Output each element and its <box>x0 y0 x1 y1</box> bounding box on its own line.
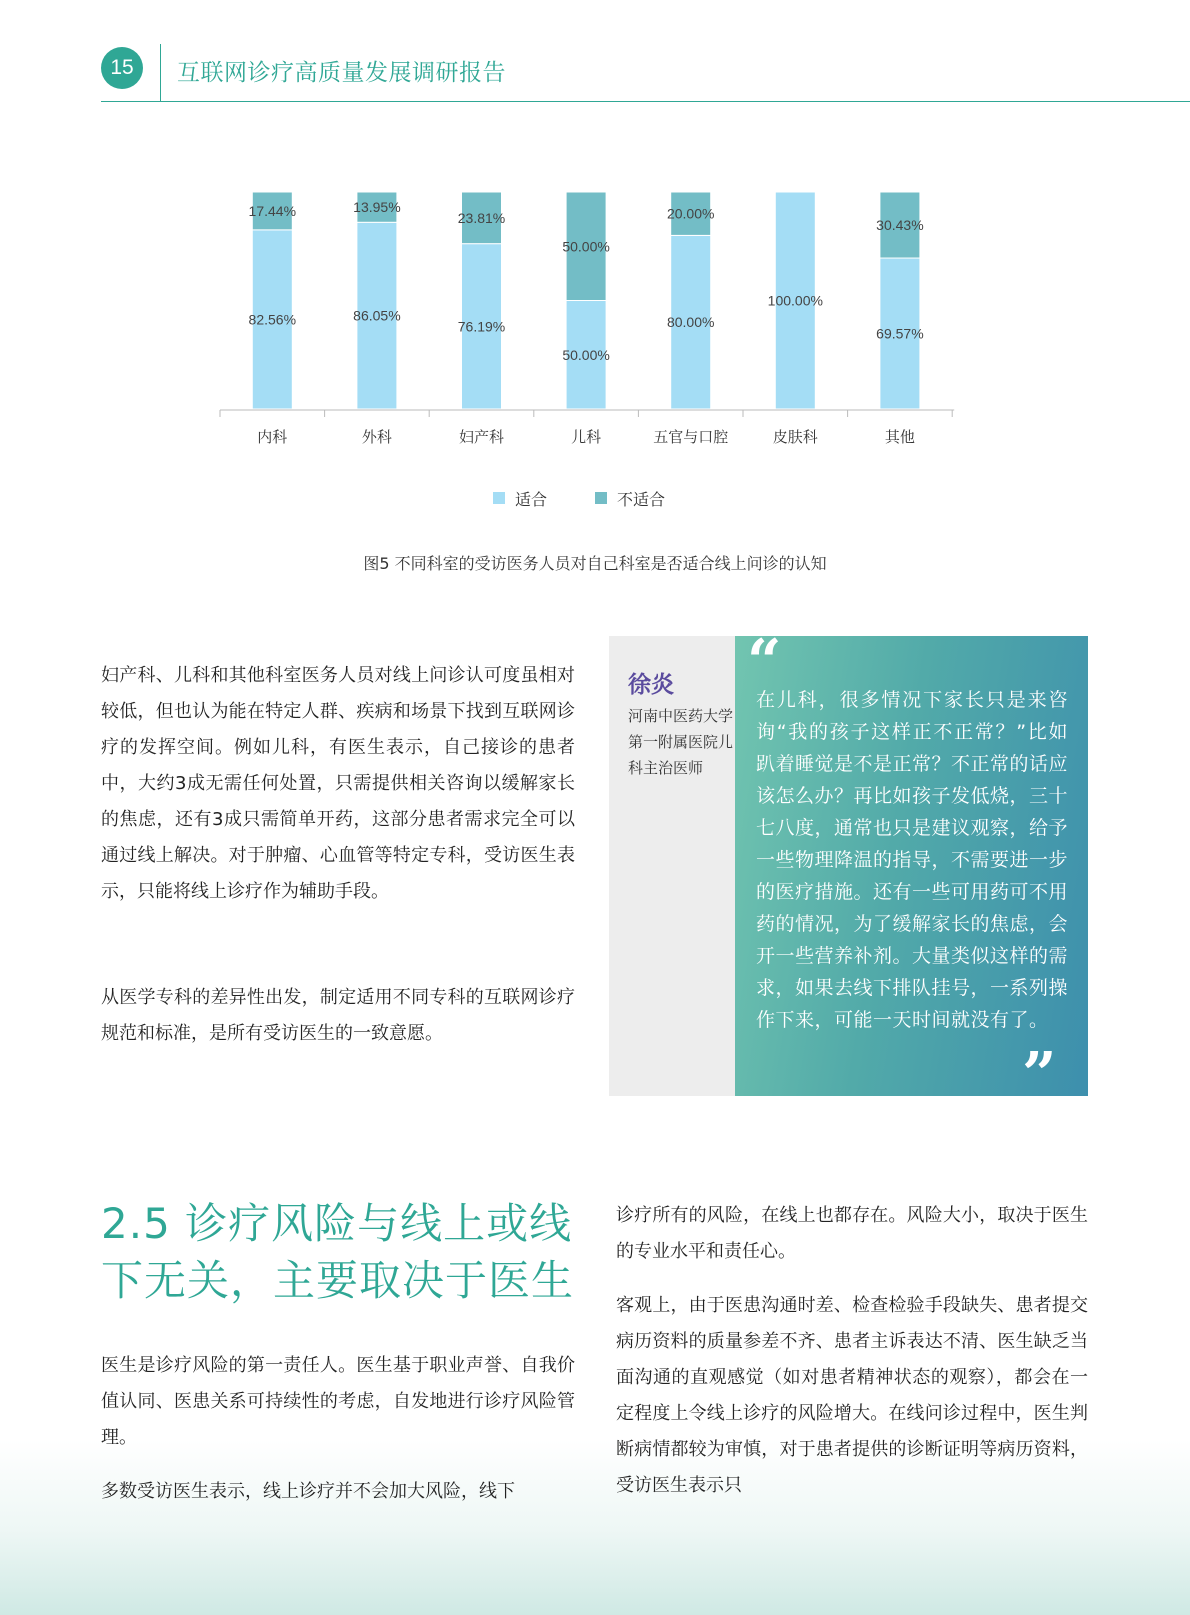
stacked-bar-chart <box>0 0 1190 470</box>
section-heading: 2.5 诊疗风险与线上或线下无关，主要取决于医生 <box>101 1199 575 1305</box>
legend-swatch-unsuitable <box>595 492 607 504</box>
data-label: 76.19% <box>457 318 506 335</box>
x-tick-label: 内科 <box>257 428 288 446</box>
x-tick-label: 其他 <box>884 428 915 446</box>
data-label: 86.05% <box>353 307 401 324</box>
data-label: 30.43% <box>876 217 924 234</box>
x-tick-label: 儿科 <box>571 428 602 446</box>
body-paragraph: 客观上，由于医患沟通时差、检查检验手段缺失、患者提交病历资料的质量参差不齐、患者主诉表达不清、医生缺乏当面沟通的直观感觉（如对患者精神状态的观察），都会在一定程度上令线上诊疗的风险增大。在线问诊过程中，医生判断病情都较为审慎，对于患者提供的诊断证明等病历资料，受访医生表示只 <box>616 1295 1088 1496</box>
body-paragraph: 诊疗所有的风险，在线上也都存在。风险大小，取决于医生的专业水平和责任心。 <box>616 1205 1088 1262</box>
body-paragraph: 妇产科、儿科和其他科室医务人员对线上问诊认可度虽相对较低，但也认为能在特定人群、疾病和场景下找到互联网诊疗的发挥空间。例如儿科，有医生表示，自己接诊的患者中，大约3成无需任何处置，只需提供相关咨询以缓解家长的焦虑，还有3成只需简单开药，这部分患者需求完全可以通过线上解决。对于肿瘤、心血管等特定专科，受访医生表示，只能将线上诊疗作为辅助手段。 <box>101 665 575 902</box>
data-label: 13.95% <box>353 199 401 216</box>
data-label: 50.00% <box>562 346 610 363</box>
chart-legend <box>493 487 713 509</box>
page-number-badge: 15 <box>101 47 143 89</box>
close-quote-icon: ” <box>1022 1040 1057 1110</box>
data-label: 50.00% <box>562 238 610 255</box>
legend-item-suitable <box>493 487 547 510</box>
data-label: 100.00% <box>767 292 823 309</box>
open-quote-icon: “ <box>747 627 782 697</box>
quote-speaker-name: 徐炎 <box>628 672 674 698</box>
x-tick-label: 外科 <box>361 428 392 446</box>
data-label: 82.56% <box>248 311 297 328</box>
figure-caption: 图5 不同科室的受访医务人员对自己科室是否适合线上问诊的认知 <box>363 554 827 573</box>
quote-speaker-affiliation: 河南中医药大学第一附属医院儿科主治医师 <box>628 707 734 777</box>
legend-item-unsuitable <box>595 487 665 510</box>
legend-label-suitable: 适合 <box>515 489 548 509</box>
x-tick-label: 妇产科 <box>458 428 505 446</box>
data-label: 23.81% <box>457 209 506 226</box>
body-paragraph: 多数受访医生表示，线上诊疗并不会加大风险，线下 <box>101 1481 515 1502</box>
data-label: 80.00% <box>666 314 715 331</box>
data-label: 69.57% <box>876 325 924 342</box>
legend-label-unsuitable: 不适合 <box>617 489 666 509</box>
body-paragraph: 从医学专科的差异性出发，制定适用不同专科的互联网诊疗规范和标准，是所有受访医生的一致意愿。 <box>101 987 575 1044</box>
x-tick-label: 皮肤科 <box>772 428 818 446</box>
quote-text: 在儿科，很多情况下家长只是来咨询“我的孩子这样正不正常？”比如趴着睡觉是不是正常？不正常的话应该怎么办？再比如孩子发低烧，三十七八度，通常也只是建议观察，给予一些物理降温的指导，不需要进一步的医疗措施。还有一些可用药可不用药的情况，为了缓解家长的焦虑，会开一些营养补剂。大量类似这样的需求，如果去线下排队挂号，一系列操作下来，可能一天时间就没有了。 <box>756 689 1069 1031</box>
data-label: 20.00% <box>666 205 715 222</box>
x-tick-label: 五官与口腔 <box>653 428 729 446</box>
legend-swatch-suitable <box>493 492 505 504</box>
body-paragraph: 医生是诊疗风险的第一责任人。医生基于职业声誉、自我价值认同、医患关系可持续性的考虑，自发地进行诊疗风险管理。 <box>101 1355 575 1448</box>
header-title: 互联网诊疗高质量发展调研报告 <box>177 60 506 86</box>
data-label: 17.44% <box>248 202 297 219</box>
